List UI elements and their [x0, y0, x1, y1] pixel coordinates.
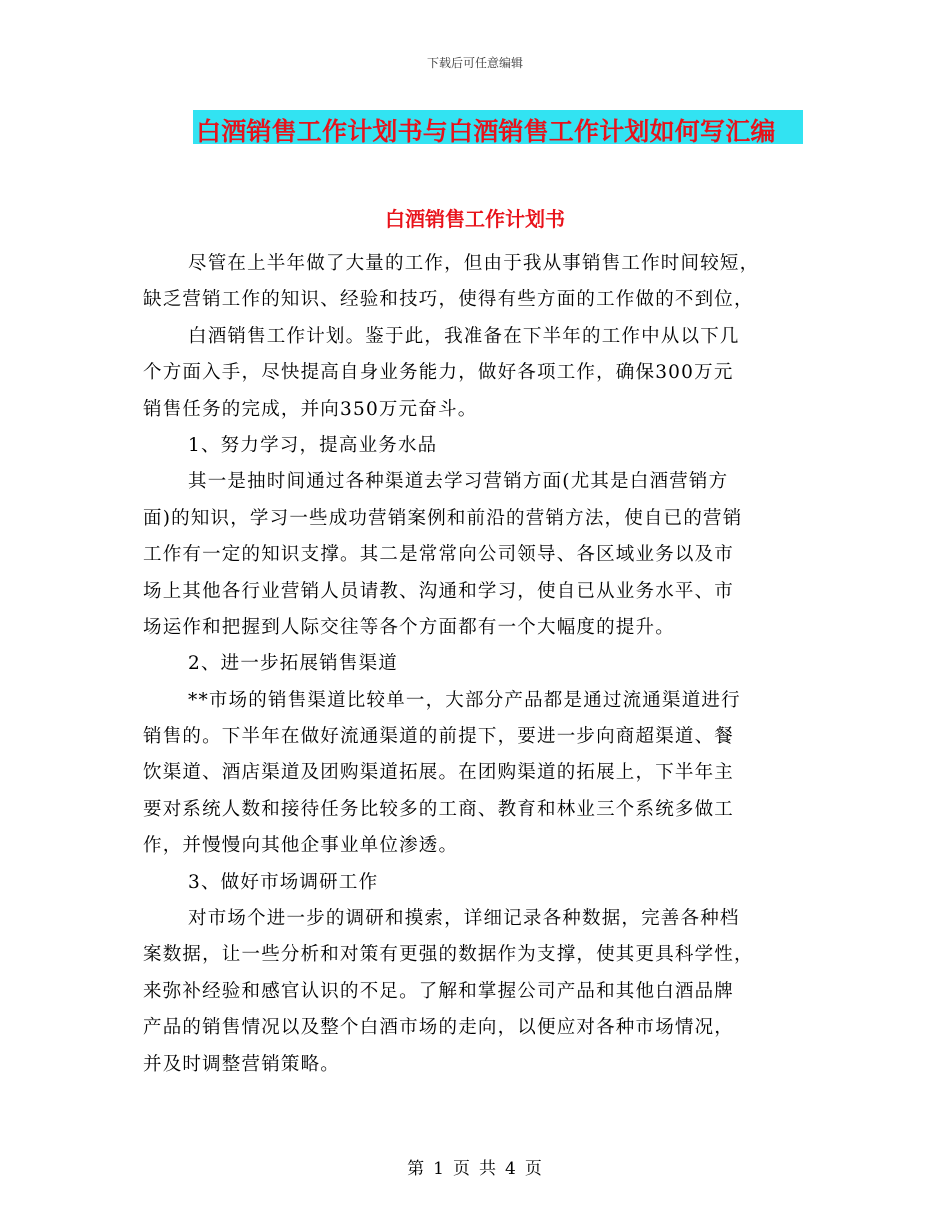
footer-total-pages: 4	[505, 1159, 517, 1179]
paragraph-line: 并及时调整营销策略。	[143, 1053, 341, 1075]
body-text	[143, 246, 808, 1083]
paragraph-line: 要对系统人数和接待任务比较多的工商、教育和林业三个系统多做工	[143, 798, 735, 820]
paragraph-line: 面)的知识，学习一些成功营销案例和前沿的营销方法，使自已的营销	[143, 507, 743, 529]
paragraph-line: 白酒销售工作计划。鉴于此，我准备在下半年的工作中从以下几	[188, 325, 740, 347]
footer-current-page: 1	[433, 1159, 445, 1179]
paragraph-line: 尽管在上半年做了大量的工作，但由于我从事销售工作时间较短，	[188, 253, 760, 274]
footer-page-mid: 页	[453, 1159, 471, 1179]
paragraph-line: **市场的销售渠道比较单一，大部分产品都是通过流通渠道进行	[188, 689, 741, 711]
paragraph-line: 案数据，让一些分析和对策有更强的数据作为支撑，使其更具科学性，	[143, 944, 754, 966]
paragraph-line: 场运作和把握到人际交往等各个方面都有一个大幅度的提升。	[143, 616, 675, 638]
paragraph-line: 个方面入手，尽快提高自身业务能力，做好各项工作，确保300万元	[143, 362, 734, 384]
footer-total-prefix: 共	[479, 1159, 497, 1179]
subheading-1: 1、努力学习，提高业务水品	[188, 434, 438, 456]
paragraph-line: 工作有一定的知识支撑。其二是常常向公司领导、各区域业务以及市	[143, 544, 735, 566]
paragraph-line: 缺乏营销工作的知识、经验和技巧，使得有些方面的工作做的不到位，	[143, 289, 754, 311]
paragraph-line: 销售的。下半年在做好流通渠道的前提下，要进一步向商超渠道、餐	[143, 726, 735, 748]
subheading-3: 3、做好市场调研工作	[188, 871, 379, 893]
paragraph-line: 场上其他各行业营销人员请教、沟通和学习，使自已从业务水平、市	[143, 580, 735, 602]
paragraph-line: 来弥补经验和感官认识的不足。了解和掌握公司产品和其他白酒品牌	[143, 980, 735, 1002]
footer-page-prefix: 第	[407, 1159, 426, 1179]
paragraph-line: 饮渠道、酒店渠道及团购渠道拓展。在团购渠道的拓展上，下半年主	[143, 762, 735, 784]
paragraph-line: 作，并慢慢向其他企事业单位渗透。	[143, 835, 459, 857]
paragraph-line: 对市场个进一步的调研和摸索，详细记录各种数据，完善各种档	[188, 908, 740, 930]
paragraph-line: 产品的销售情况以及整个白酒市场的走向，以便应对各种市场情况，	[143, 1017, 735, 1039]
header-note: 下载后可任意编辑	[426, 56, 523, 70]
paragraph-line: 销售任务的完成，并向350万元奋斗。	[143, 398, 478, 420]
section-title: 白酒销售工作计划书	[385, 207, 565, 231]
page-footer	[0, 1154, 950, 1179]
footer-total-suffix: 页	[524, 1159, 543, 1179]
subheading-2: 2、进一步拓展销售渠道	[188, 653, 398, 675]
document-title: 白酒销售工作计划书与白酒销售工作计划如何写汇编	[196, 117, 776, 146]
paragraph-line: 其一是抽时间通过各种渠道去学习营销方面(尤其是白酒营销方	[188, 471, 729, 493]
